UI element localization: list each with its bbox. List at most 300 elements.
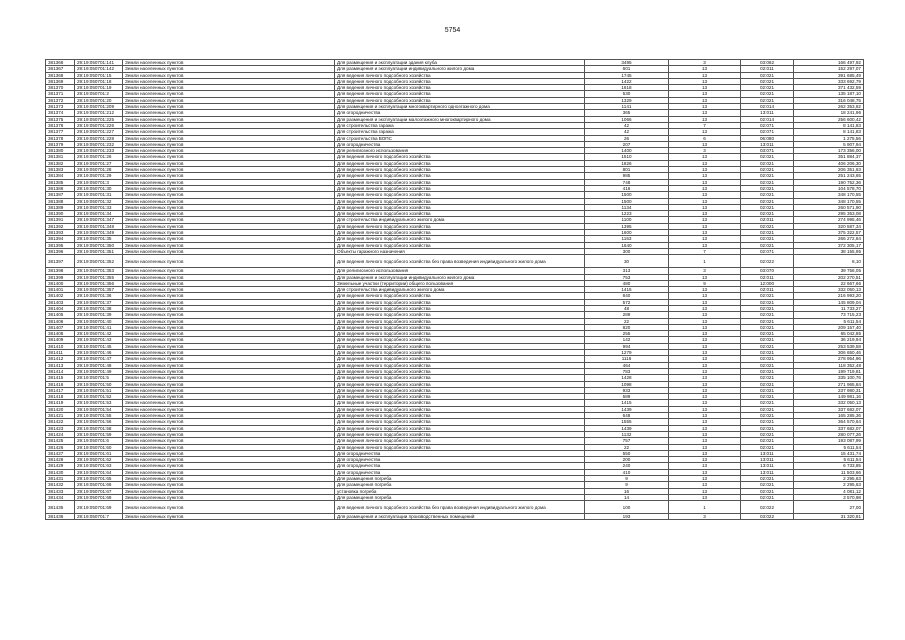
cadastral-value-cell: 375 322,57 — [794, 230, 864, 236]
code-cell: 02:021 — [741, 179, 794, 185]
row-number-cell: 381428 — [46, 457, 75, 463]
row-number-cell: 381390 — [46, 211, 75, 217]
group-cell: 13 — [669, 223, 741, 229]
row-number-cell: 381405 — [46, 312, 75, 318]
cadastral-value-cell: 202 270,51 — [794, 274, 864, 280]
permitted-use-cell: Для ведения личного подсобного хозяйства — [335, 198, 585, 204]
land-category-cell: Земли населенных пунктов — [123, 444, 335, 450]
land-category-cell: Земли населенных пунктов — [123, 331, 335, 337]
land-category-cell: Земли населенных пунктов — [123, 375, 335, 381]
cadastral-number-cell: 29:19:050701:56 — [75, 419, 123, 425]
code-cell: 02:022 — [741, 501, 794, 514]
land-category-cell: Земли населенных пунктов — [123, 419, 335, 425]
land-category-cell: Земли населенных пунктов — [123, 148, 335, 154]
cadastral-number-cell: 29:19:050701:49 — [75, 368, 123, 374]
permitted-use-cell: Для размещения погреба — [335, 476, 585, 482]
area-cell: 1745 — [585, 72, 669, 78]
area-cell: 416 — [585, 185, 669, 191]
land-category-cell: Земли населенных пунктов — [123, 268, 335, 274]
code-cell: 02:021 — [741, 236, 794, 242]
area-cell: 601 — [585, 66, 669, 72]
cadastral-number-cell: 29:19:050701:68 — [75, 494, 123, 500]
row-number-cell: 381391 — [46, 217, 75, 223]
cadastral-value-cell: 118 352,48 — [794, 362, 864, 368]
cadastral-number-cell: 29:19:050701:39 — [75, 312, 123, 318]
row-number-cell: 381385 — [46, 179, 75, 185]
row-number-cell: 381401 — [46, 287, 75, 293]
area-cell: 1134 — [585, 204, 669, 210]
land-category-cell: Земли населенных пунктов — [123, 104, 335, 110]
group-cell: 13 — [669, 211, 741, 217]
row-number-cell: 381367 — [46, 66, 75, 72]
permitted-use-cell: Для ведения личного подсобного хозяйства — [335, 299, 585, 305]
row-number-cell: 381366 — [46, 60, 75, 66]
code-cell: 13:011 — [741, 469, 794, 475]
code-cell: 02:071 — [741, 248, 794, 254]
area-cell: 14 — [585, 494, 669, 500]
cadastral-value-cell: 104 578,70 — [794, 185, 864, 191]
land-category-cell: Земли населенных пунктов — [123, 469, 335, 475]
row-number-cell: 381392 — [46, 223, 75, 229]
permitted-use-cell: Для ведения личного подсобного хозяйства — [335, 223, 585, 229]
row-number-cell: 381434 — [46, 494, 75, 500]
row-number-cell: 381430 — [46, 469, 75, 475]
row-number-cell: 381436 — [46, 514, 75, 520]
area-cell: 26 — [585, 135, 669, 141]
cadastral-number-cell: 29:19:050701:355 — [75, 274, 123, 280]
cadastral-value-cell: 152 297,07 — [794, 66, 864, 72]
row-number-cell: 381426 — [46, 444, 75, 450]
land-category-cell: Земли населенных пунктов — [123, 280, 335, 286]
permitted-use-cell: Для ведения личного подсобного хозяйства — [335, 343, 585, 349]
code-cell: 02:021 — [741, 438, 794, 444]
code-cell: 02:021 — [741, 198, 794, 204]
permitted-use-cell: Для ведения личного подсобного хозяйства — [335, 413, 585, 419]
cadastral-number-cell: 29:19:050701:52 — [75, 394, 123, 400]
group-cell: 13 — [669, 179, 741, 185]
row-number-cell: 381410 — [46, 343, 75, 349]
row-number-cell: 381418 — [46, 394, 75, 400]
code-cell: 02:011 — [741, 66, 794, 72]
permitted-use-cell: Для религиозного использования — [335, 148, 585, 154]
row-number-cell: 381406 — [46, 318, 75, 324]
area-cell: 9 — [585, 476, 669, 482]
area-cell: 933 — [585, 387, 669, 393]
land-category-cell: Земли населенных пунктов — [123, 287, 335, 293]
row-number-cell: 381380 — [46, 148, 75, 154]
area-cell: 193 — [585, 514, 669, 520]
cadastral-number-cell: 29:19:050701:59 — [75, 431, 123, 437]
group-cell: 13 — [669, 318, 741, 324]
cadastral-value-cell: 237 980,31 — [794, 387, 864, 393]
permitted-use-cell: Для ведения личного подсобного хозяйства без права возведения индивидуального жилого дома — [335, 255, 585, 268]
permitted-use-cell: Для ведения личного подсобного хозяйства — [335, 331, 585, 337]
permitted-use-cell: Для ведения личного подсобного хозяйства — [335, 154, 585, 160]
permitted-use-cell: Для ведения личного подсобного хозяйства — [335, 179, 585, 185]
row-number-cell: 381373 — [46, 104, 75, 110]
code-cell: 02:021 — [741, 343, 794, 349]
land-category-cell: Земли населенных пунктов — [123, 381, 335, 387]
land-category-cell: Земли населенных пунктов — [123, 406, 335, 412]
cadastral-number-cell: 29:19:050701:67 — [75, 488, 123, 494]
group-cell: 13 — [669, 394, 741, 400]
land-category-cell: Земли населенных пунктов — [123, 185, 335, 191]
cadastral-number-cell: 29:19:050701:31 — [75, 192, 123, 198]
code-cell: 02:021 — [741, 85, 794, 91]
cadastral-number-cell: 29:19:050701:37 — [75, 299, 123, 305]
cadastral-number-cell: 29:19:050701:54 — [75, 406, 123, 412]
cadastral-number-cell: 29:19:050701:60 — [75, 444, 123, 450]
cadastral-value-cell: 65 042,85 — [794, 331, 864, 337]
cadastral-value-cell: 31 320,81 — [794, 514, 864, 520]
permitted-use-cell: Для ведения личного подсобного хозяйства — [335, 419, 585, 425]
code-cell: 02:021 — [741, 419, 794, 425]
cadastral-value-cell: 190 752,36 — [794, 179, 864, 185]
row-number-cell: 381382 — [46, 160, 75, 166]
cadastral-number-cell: 29:19:050701:232 — [75, 141, 123, 147]
code-cell: 02:021 — [741, 192, 794, 198]
code-cell: 06:080 — [741, 135, 794, 141]
row-number-cell: 381403 — [46, 299, 75, 305]
land-category-cell: Земли населенных пунктов — [123, 488, 335, 494]
cadastral-number-cell: 29:19:050701:19 — [75, 85, 123, 91]
cadastral-value-cell: 15 431,74 — [794, 450, 864, 456]
row-number-cell: 381376 — [46, 122, 75, 128]
code-cell: 13:011 — [741, 463, 794, 469]
row-number-cell: 381369 — [46, 78, 75, 84]
land-category-cell: Земли населенных пунктов — [123, 135, 335, 141]
permitted-use-cell: Для ведения личного подсобного хозяйства — [335, 185, 585, 191]
cadastral-number-cell: 29:19:050701:225 — [75, 116, 123, 122]
permitted-use-cell: Земельные участки (территории) общего пользования — [335, 280, 585, 286]
permitted-use-cell: Для ведения личного подсобного хозяйства — [335, 97, 585, 103]
cadastral-value-cell: 348 170,55 — [794, 192, 864, 198]
permitted-use-cell: Для ведения личного подсобного хозяйства — [335, 236, 585, 242]
cadastral-value-cell: 364 570,64 — [794, 419, 864, 425]
cadastral-number-cell: 29:19:050701:15 — [75, 72, 123, 78]
cadastral-value-cell: 206 351,63 — [794, 167, 864, 173]
row-number-cell: 381396 — [46, 248, 75, 254]
land-category-cell: Земли населенных пунктов — [123, 501, 335, 514]
permitted-use-cell: Для ведения личного подсобного хозяйства — [335, 337, 585, 343]
cadastral-number-cell: 29:19:050701:348 — [75, 223, 123, 229]
group-cell: 13 — [669, 406, 741, 412]
land-category-cell: Земли населенных пунктов — [123, 122, 335, 128]
group-cell: 3 — [669, 148, 741, 154]
cadastral-value-cell: 266 272,84 — [794, 236, 864, 242]
code-cell: 02:021 — [741, 413, 794, 419]
group-cell: 13 — [669, 104, 741, 110]
land-category-cell: Земли населенных пунктов — [123, 217, 335, 223]
permitted-use-cell: Для размещения и эксплуатации многоквартирного одноэтажного дома — [335, 104, 585, 110]
code-cell: 02:021 — [741, 381, 794, 387]
permitted-use-cell: Для ведения личного подсобного хозяйства — [335, 387, 585, 393]
permitted-use-cell: Для строительства индивидуального жилого дома — [335, 287, 585, 293]
land-category-cell: Земли населенных пунктов — [123, 141, 335, 147]
cadastral-number-cell: 29:19:050701:48 — [75, 362, 123, 368]
permitted-use-cell: Для огородничества — [335, 463, 585, 469]
area-cell: 313 — [585, 268, 669, 274]
group-cell: 13 — [669, 350, 741, 356]
group-cell: 6 — [669, 135, 741, 141]
area-cell: 994 — [585, 343, 669, 349]
cadastral-number-cell: 29:19:050701:43 — [75, 337, 123, 343]
area-cell: 589 — [585, 394, 669, 400]
cadastral-number-cell: 29:19:050701:53 — [75, 400, 123, 406]
group-cell: 13 — [669, 324, 741, 330]
area-cell: 1066 — [585, 116, 669, 122]
group-cell: 13 — [669, 488, 741, 494]
cadastral-number-cell: 29:19:050701:62 — [75, 457, 123, 463]
group-cell: 13 — [669, 173, 741, 179]
group-cell: 13 — [669, 444, 741, 450]
cadastral-number-cell: 29:19:050701:40 — [75, 318, 123, 324]
cadastral-value-cell: 371 432,59 — [794, 85, 864, 91]
cadastral-number-cell: 29:19:050701:55 — [75, 413, 123, 419]
cadastral-number-cell: 29:19:050701:7 — [75, 514, 123, 520]
row-number-cell: 381395 — [46, 242, 75, 248]
cadastral-number-cell: 29:19:050701:18 — [75, 78, 123, 84]
row-number-cell: 381383 — [46, 167, 75, 173]
group-cell: 13 — [669, 419, 741, 425]
cadastral-number-cell: 29:19:050701:45 — [75, 343, 123, 349]
row-number-cell: 381397 — [46, 255, 75, 268]
cadastral-number-cell: 29:19:050701:28 — [75, 167, 123, 173]
cadastral-value-cell: 4 081,12 — [794, 488, 864, 494]
code-cell: 13:011 — [741, 450, 794, 456]
code-cell: 02:021 — [741, 375, 794, 381]
code-cell: 02:021 — [741, 230, 794, 236]
land-category-cell: Земли населенных пунктов — [123, 387, 335, 393]
land-category-cell: Земли населенных пунктов — [123, 236, 335, 242]
area-cell: 1439 — [585, 425, 669, 431]
code-cell: 02:021 — [741, 78, 794, 84]
group-cell: 13 — [669, 236, 741, 242]
row-number-cell: 381368 — [46, 72, 75, 78]
row-number-cell: 381421 — [46, 413, 75, 419]
cadastral-number-cell: 29:19:050701:34 — [75, 211, 123, 217]
land-category-cell: Земли населенных пунктов — [123, 173, 335, 179]
group-cell: 13 — [669, 482, 741, 488]
code-cell: 02:021 — [741, 368, 794, 374]
area-cell: 200 — [585, 457, 669, 463]
cadastral-value-cell: 11 503,66 — [794, 469, 864, 475]
cadastral-number-cell: 29:19:050701:357 — [75, 287, 123, 293]
permitted-use-cell: Для ведения личного подсобного хозяйства — [335, 204, 585, 210]
group-cell: 13 — [669, 97, 741, 103]
cadastral-value-cell: 199 719,81 — [794, 368, 864, 374]
cadastral-value-cell: 316 048,75 — [794, 97, 864, 103]
land-category-cell: Земли населенных пунктов — [123, 394, 335, 400]
permitted-use-cell: Для ведения личного подсобного хозяйства — [335, 406, 585, 412]
land-category-cell: Земли населенных пунктов — [123, 60, 335, 66]
code-cell: 02:021 — [741, 154, 794, 160]
cadastral-value-cell: 145 809,04 — [794, 299, 864, 305]
permitted-use-cell: Для ведения личного подсобного хозяйства — [335, 85, 585, 91]
cadastral-number-cell: 29:19:050701:27 — [75, 160, 123, 166]
land-category-cell: Земли населенных пунктов — [123, 318, 335, 324]
area-cell: 9 — [585, 482, 669, 488]
cadastral-number-cell: 29:19:050701:61 — [75, 450, 123, 456]
permitted-use-cell: Для ведения личного подсобного хозяйства — [335, 362, 585, 368]
group-cell: 13 — [669, 299, 741, 305]
code-cell: 02:021 — [741, 324, 794, 330]
cadastral-value-cell: 253 539,58 — [794, 343, 864, 349]
permitted-use-cell: Для размещения погреба — [335, 482, 585, 488]
row-number-cell: 381420 — [46, 406, 75, 412]
permitted-use-cell: Для размещения погреба — [335, 494, 585, 500]
land-category-cell: Земли населенных пунктов — [123, 230, 335, 236]
permitted-use-cell: Для огородничества — [335, 450, 585, 456]
cadastral-number-cell: 29:19:050701:33 — [75, 204, 123, 210]
row-number-cell: 381371 — [46, 91, 75, 97]
cadastral-value-cell: 320 587,34 — [794, 223, 864, 229]
cadastral-value-cell: 351 884,37 — [794, 154, 864, 160]
permitted-use-cell: Для огородничества — [335, 469, 585, 475]
group-cell: 13 — [669, 110, 741, 116]
row-number-cell: 381432 — [46, 482, 75, 488]
land-category-cell: Земли населенных пунктов — [123, 431, 335, 437]
cadastral-number-cell: 29:19:050701:5 — [75, 375, 123, 381]
code-cell: 02:021 — [741, 494, 794, 500]
area-cell: 464 — [585, 362, 669, 368]
area-cell: 410 — [585, 469, 669, 475]
code-cell: 02:021 — [741, 431, 794, 437]
cadastral-number-cell: 29:19:050701:65 — [75, 476, 123, 482]
permitted-use-cell: Для огородничества — [335, 457, 585, 463]
cadastral-number-cell: 29:19:050701:347 — [75, 217, 123, 223]
cadastral-number-cell: 29:19:050701:50 — [75, 381, 123, 387]
land-category-cell: Земли населенных пунктов — [123, 324, 335, 330]
land-category-cell: Земли населенных пунктов — [123, 450, 335, 456]
permitted-use-cell: Для ведения личного подсобного хозяйства — [335, 293, 585, 299]
row-number-cell: 381381 — [46, 154, 75, 160]
cadastral-number-cell: 29:19:050701:58 — [75, 425, 123, 431]
permitted-use-cell: Для ведения личного подсобного хозяйства — [335, 211, 585, 217]
area-cell: 820 — [585, 324, 669, 330]
land-category-cell: Земли населенных пунктов — [123, 299, 335, 305]
area-cell: 572 — [585, 299, 669, 305]
cadastral-number-cell: 29:19:050701:20 — [75, 97, 123, 103]
code-cell: 02:021 — [741, 72, 794, 78]
cadastral-value-cell: 38 155,95 — [794, 248, 864, 254]
permitted-use-cell: Для ведения личного подсобного хозяйства — [335, 192, 585, 198]
land-category-cell: Земли населенных пунктов — [123, 211, 335, 217]
area-cell: 240 — [585, 463, 669, 469]
cadastral-number-cell: 29:19:050701:64 — [75, 469, 123, 475]
row-number-cell: 381425 — [46, 438, 75, 444]
code-cell: 02:071 — [741, 129, 794, 135]
cadastral-value-cell: 406 206,30 — [794, 160, 864, 166]
row-number-cell: 381388 — [46, 198, 75, 204]
area-cell: 42 — [585, 129, 669, 135]
area-cell: 757 — [585, 438, 669, 444]
row-number-cell: 381398 — [46, 268, 75, 274]
group-cell: 13 — [669, 356, 741, 362]
row-number-cell: 381379 — [46, 141, 75, 147]
cadastral-number-cell: 29:19:050701:38 — [75, 305, 123, 311]
row-number-cell: 381427 — [46, 450, 75, 456]
permitted-use-cell: Для строительства гаража — [335, 129, 585, 135]
group-cell: 13 — [669, 375, 741, 381]
area-cell: 480 — [585, 280, 669, 286]
group-cell: 13 — [669, 331, 741, 337]
area-cell: 16 — [585, 488, 669, 494]
group-cell: 13 — [669, 160, 741, 166]
group-cell: 13 — [669, 192, 741, 198]
land-category-cell: Земли населенных пунктов — [123, 255, 335, 268]
area-cell: 42 — [585, 122, 669, 128]
code-cell: 12:000 — [741, 280, 794, 286]
group-cell: 13 — [669, 368, 741, 374]
cadastral-number-cell: 29:19:050701:46 — [75, 350, 123, 356]
group-cell: 13 — [669, 305, 741, 311]
group-cell: 7 — [669, 122, 741, 128]
code-cell: 03:062 — [741, 60, 794, 66]
cadastral-number-cell: 29:19:050701:227 — [75, 129, 123, 135]
table-row — [46, 501, 864, 514]
row-number-cell: 381386 — [46, 185, 75, 191]
row-number-cell: 381389 — [46, 204, 75, 210]
area-cell: 1428 — [585, 375, 669, 381]
cadastral-number-cell: 29:19:050701:6 — [75, 438, 123, 444]
row-number-cell: 381414 — [46, 368, 75, 374]
area-cell: 783 — [585, 368, 669, 374]
group-cell: 7 — [669, 248, 741, 254]
cadastral-number-cell: 29:19:050701:356 — [75, 280, 123, 286]
group-cell: 3 — [669, 514, 741, 520]
land-category-cell: Земли населенных пунктов — [123, 482, 335, 488]
row-number-cell: 381429 — [46, 463, 75, 469]
cadastral-value-cell: 8,10 — [794, 255, 864, 268]
cadastral-number-cell: 29:19:050701:353 — [75, 268, 123, 274]
code-cell: 02:021 — [741, 387, 794, 393]
land-category-cell: Земли населенных пунктов — [123, 293, 335, 299]
row-number-cell: 381399 — [46, 274, 75, 280]
row-number-cell: 381412 — [46, 356, 75, 362]
row-number-cell: 381402 — [46, 293, 75, 299]
area-cell: 753 — [585, 274, 669, 280]
area-cell: 300 — [585, 248, 669, 254]
page-number: 5754 — [444, 27, 461, 34]
land-category-cell: Земли населенных пунктов — [123, 129, 335, 135]
cadastral-value-cell: 332 050,13 — [794, 287, 864, 293]
area-cell: 1141 — [585, 104, 669, 110]
row-number-cell: 381384 — [46, 173, 75, 179]
area-cell: 1422 — [585, 78, 669, 84]
code-cell: 02:021 — [741, 211, 794, 217]
cadastral-value-cell: 5 611,54 — [794, 444, 864, 450]
permitted-use-cell: Для размещения и эксплуатации индивидуального жилого дома — [335, 274, 585, 280]
code-cell: 02:021 — [741, 331, 794, 337]
table-row — [46, 255, 864, 268]
group-cell: 13 — [669, 413, 741, 419]
permitted-use-cell: Для ведения личного подсобного хозяйства — [335, 350, 585, 356]
land-category-cell: Земли населенных пунктов — [123, 242, 335, 248]
cadastral-number-cell: 29:19:050701:63 — [75, 463, 123, 469]
code-cell: 02:021 — [741, 318, 794, 324]
cadastral-value-cell: 335 100,76 — [794, 375, 864, 381]
area-cell: 840 — [585, 293, 669, 299]
land-category-cell: Земли населенных пунктов — [123, 463, 335, 469]
table-row — [46, 514, 864, 520]
code-cell: 03:070 — [741, 268, 794, 274]
land-category-cell: Земли населенных пунктов — [123, 192, 335, 198]
group-cell: 13 — [669, 425, 741, 431]
row-number-cell: 381394 — [46, 236, 75, 242]
code-cell: 02:021 — [741, 167, 794, 173]
code-cell: 02:021 — [741, 185, 794, 191]
